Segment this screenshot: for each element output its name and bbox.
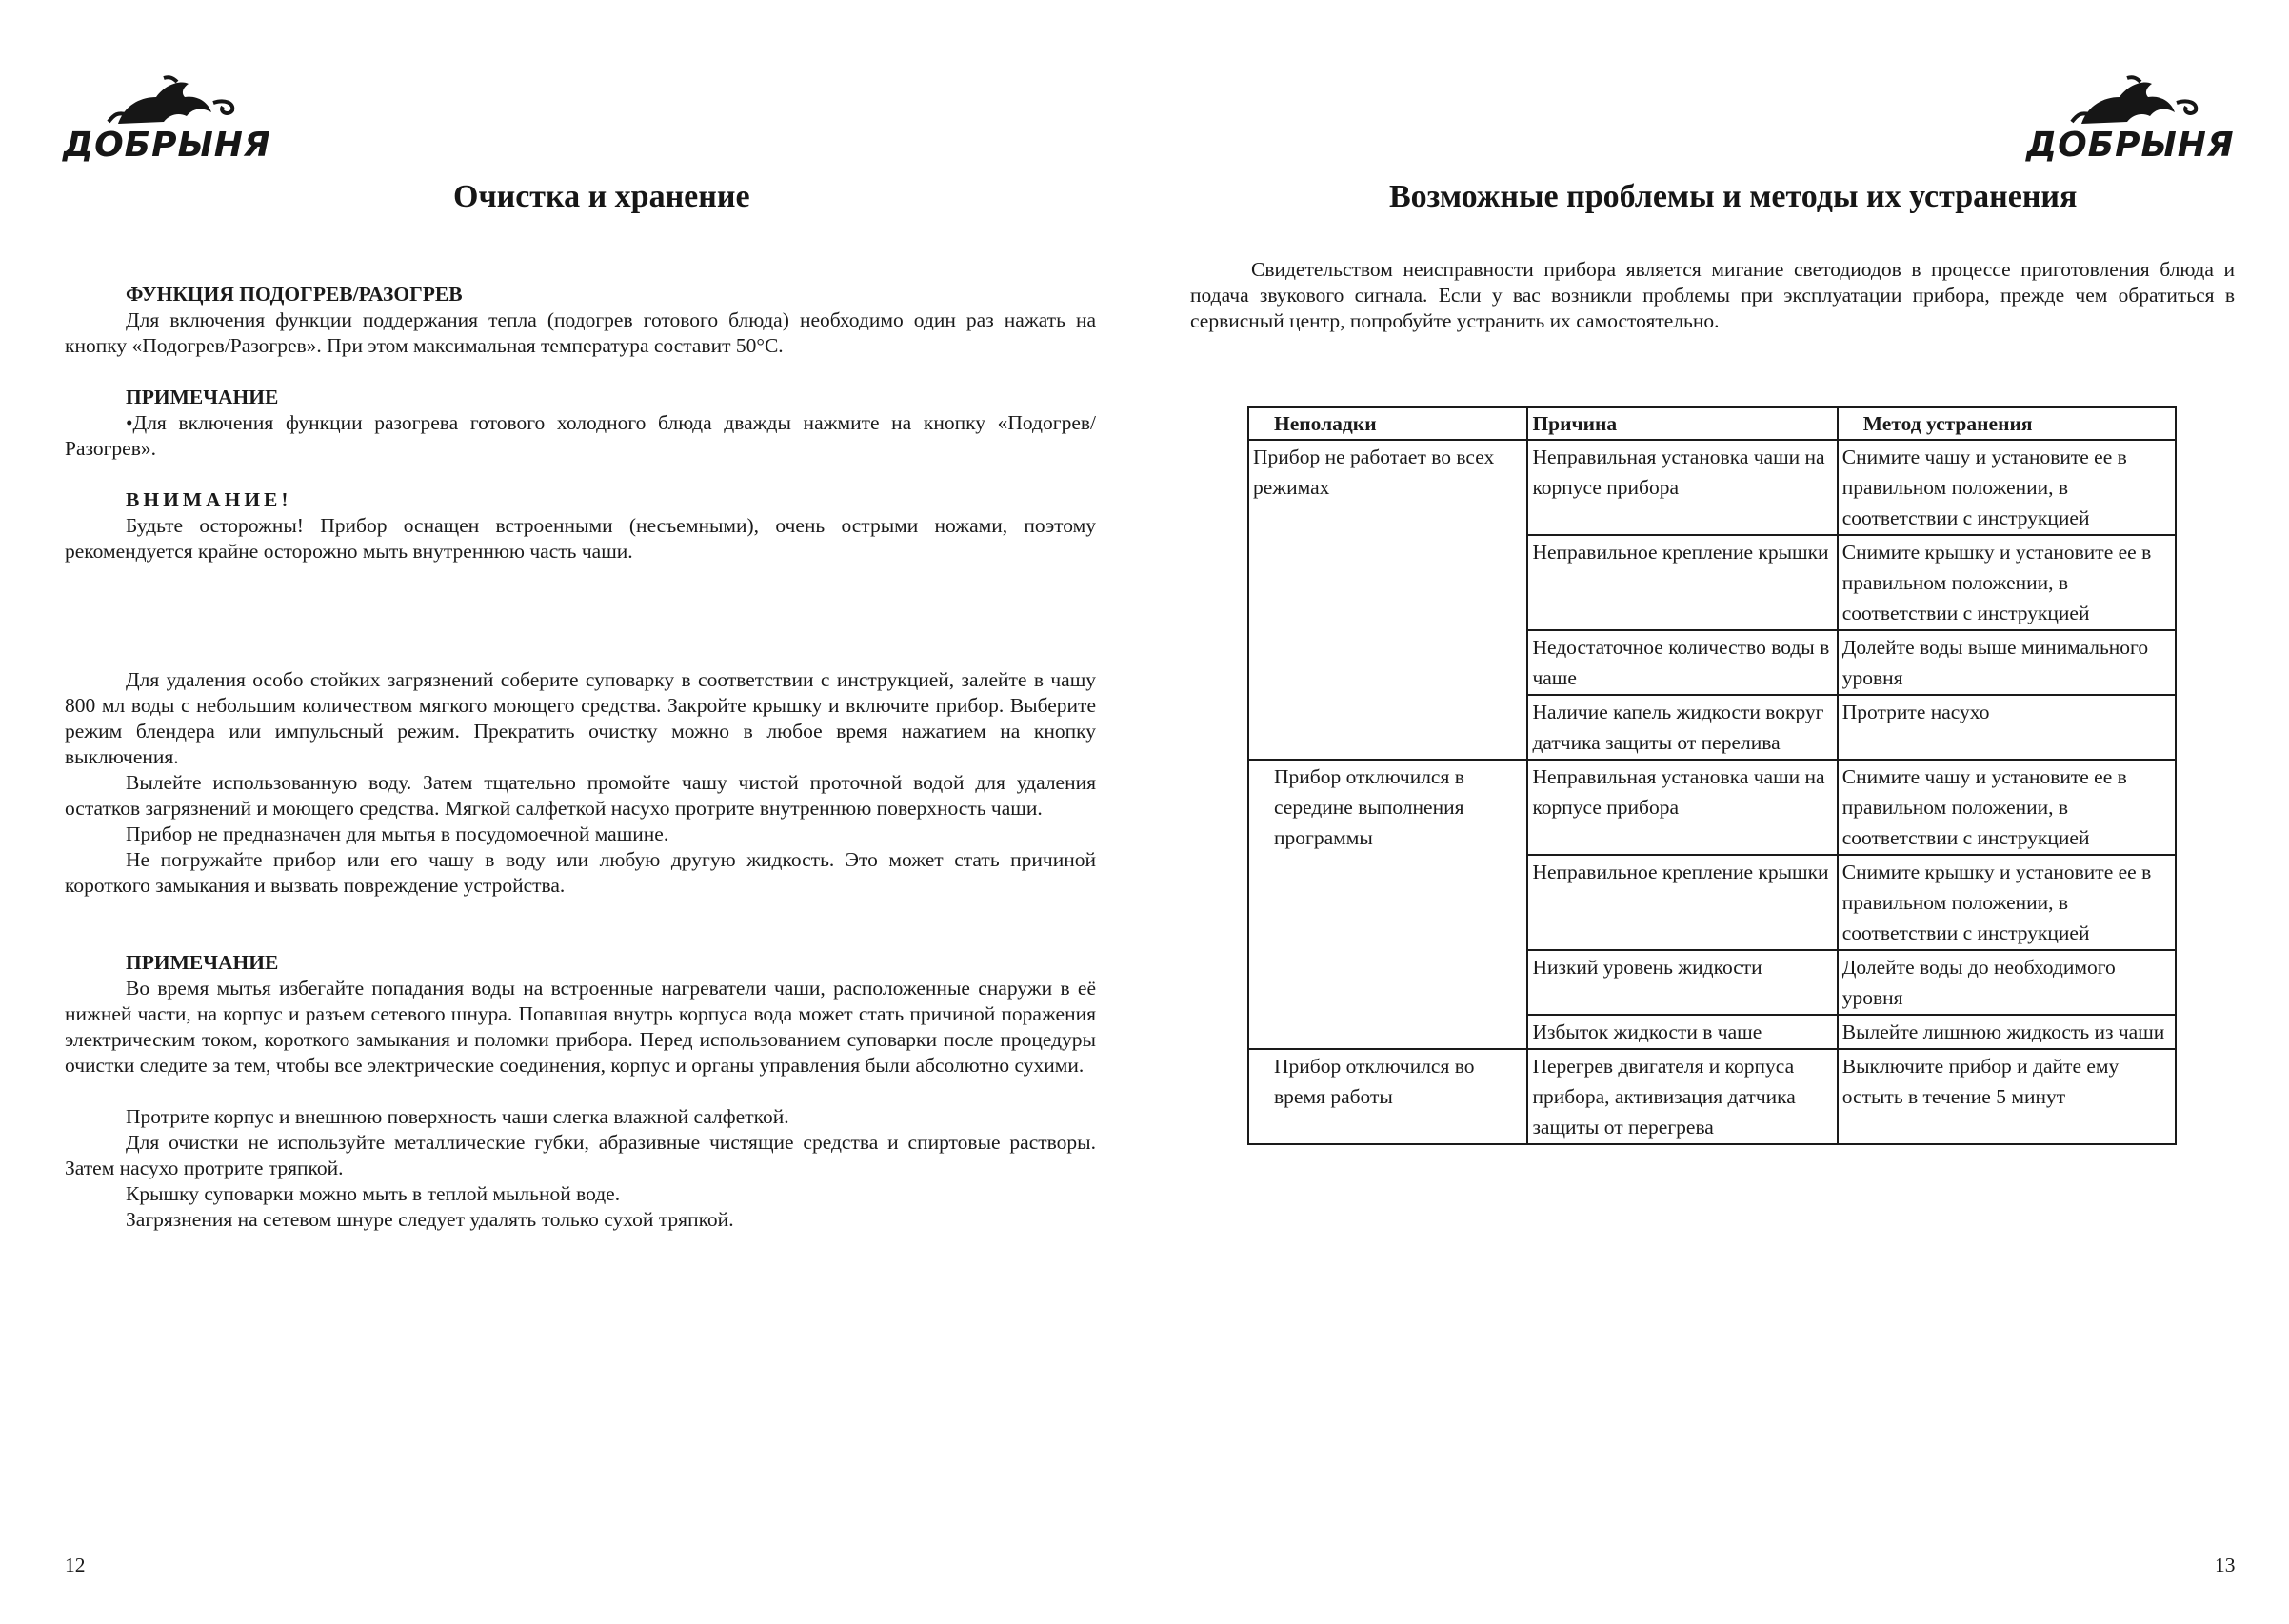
paragraph: Для очистки не используйте металлические губки, абразивные чистящие средства и спиртовые растворы. Затем насухо протрите тряпкой. (65, 1131, 1096, 1179)
fix-cell: Снимите чашу и установите ее в правильном положении, в соответствии с инструкцией (1838, 760, 2176, 855)
fix-cell: Снимите крышку и установите ее в правильном положении, в соответствии с инструкцией (1838, 855, 2176, 950)
right-page (1144, 0, 2289, 1624)
paragraph: Для удаления особо стойких загрязнений соберите суповарку в соответствии с инструкцией, залейте в чашу 800 мл воды с небольшим количеством мягкого моющего средства. Закройте крышку и включите прибор. Выберите режим блендера или импульсный режим. Прекратить очистку можно в любое время нажатием на кнопку выключения. (65, 668, 1096, 768)
cause-cell: Недостаточное количество воды в чаше (1527, 630, 1837, 695)
cause-cell: Неправильная установка чаши на корпусе прибора (1527, 440, 1837, 535)
fault-cell: Прибор не работает во всех режимах (1248, 440, 1527, 760)
paragraph: Загрязнения на сетевом шнуре следует удалять только сухой тряпкой. (126, 1208, 734, 1231)
table-row (1248, 760, 2176, 855)
paragraph: •Для включения функции разогрева готового холодного блюда дважды нажмите на кнопку «Подогрев/Разогрев». (65, 411, 1096, 460)
paragraph: Вылейте использованную воду. Затем тщательно промойте чашу чистой проточной водой для удаления остатков загрязнений и моющего средства. Мягкой салфеткой насухо протрите внутреннюю поверхность чаши. (65, 771, 1096, 820)
cause-cell: Неправильное крепление крышки (1527, 855, 1837, 950)
section-heading-heating: ФУНКЦИЯ ПОДОГРЕВ/РАЗОГРЕВ (126, 283, 463, 306)
fix-cell: Снимите крышку и установите ее в правильном положении, в соответствии с инструкцией (1838, 535, 2176, 630)
fix-cell: Снимите чашу и установите ее в правильном положении, в соответствии с инструкцией (1838, 440, 2176, 535)
fix-cell: Долейте воды выше минимального уровня (1838, 630, 2176, 695)
troubleshooting-table (1247, 406, 2177, 1145)
paragraph: Не погружайте прибор или его чашу в воду или любую другую жидкость. Это может стать причиной короткого замыкания и вызвать повреждение устройства. (65, 848, 1096, 897)
brand-logo (63, 74, 271, 169)
page-number: 13 (2215, 1554, 2236, 1576)
cause-cell: Неправильная установка чаши на корпусе прибора (1527, 760, 1837, 855)
column-header-fix: Метод устранения (1838, 407, 2176, 440)
paragraph: Крышку суповарки можно мыть в теплой мыльной воде. (126, 1182, 621, 1205)
brand-wordmark: ДОБРЫНЯ (63, 126, 271, 165)
paragraph: Будьте осторожны! Прибор оснащен встроенными (несъемными), очень острыми ножами, поэтому рекомендуется крайне осторожно мыть внутреннюю часть чаши. (65, 514, 1096, 563)
brand-logo (2026, 74, 2235, 169)
table-row (1248, 440, 2176, 535)
paragraph: Во время мытья избегайте попадания воды на встроенные нагреватели чаши, расположенные снаружи в её нижней части, на корпус и разъем сетевого шнура. Попавшая внутрь корпуса вода может стать причиной поражения электрическим током, короткого замыкания и поломки прибора. Перед использованием суповарки после процедуры очистки следите за тем, чтобы все электрические соединения, корпус и органы управления были абсолютно сухими. (65, 977, 1096, 1077)
fix-cell: Протрите насухо (1838, 695, 2176, 760)
fix-cell: Вылейте лишнюю жидкость из чаши (1838, 1015, 2176, 1049)
table-header-row (1248, 407, 2176, 440)
column-header-fault: Неполадки (1248, 407, 1527, 440)
section-heading-note: ПРИМЕЧАНИЕ (126, 386, 279, 408)
column-header-cause: Причина (1527, 407, 1837, 440)
left-page (0, 0, 1144, 1624)
section-heading-note-2: ПРИМЕЧАНИЕ (126, 951, 279, 974)
page-title: Очистка и хранение (453, 179, 750, 214)
section-heading-warning: ВНИМАНИЕ! (126, 488, 292, 511)
fault-cell: Прибор отключился во время работы (1248, 1049, 1527, 1144)
cause-cell: Низкий уровень жидкости (1527, 950, 1837, 1015)
table-row (1248, 1049, 2176, 1144)
cause-cell: Неправильное крепление крышки (1527, 535, 1837, 630)
horse-rider-icon (2053, 74, 2215, 131)
cause-cell: Наличие капель жидкости вокруг датчика защиты от перелива (1527, 695, 1837, 760)
horse-rider-icon (90, 74, 251, 131)
brand-wordmark: ДОБРЫНЯ (2026, 126, 2235, 165)
intro-paragraph: Свидетельством неисправности прибора является мигание светодиодов в процессе приготовления блюда и подача звукового сигнала. Если у вас возникли проблемы при эксплуатации прибора, прежде чем обратиться в сервисный центр, попробуйте устранить их самостоятельно. (1190, 258, 2235, 332)
fault-cell: Прибор отключился в середине выполнения программы (1248, 760, 1527, 1049)
paragraph: Протрите корпус и внешнюю поверхность чаши слегка влажной салфеткой. (126, 1105, 789, 1128)
page-number: 12 (65, 1554, 86, 1576)
page-title: Возможные проблемы и методы их устранения (1389, 179, 2078, 214)
fix-cell: Долейте воды до необходимого уровня (1838, 950, 2176, 1015)
paragraph: Для включения функции поддержания тепла (подогрев готового блюда) необходимо один раз нажать на кнопку «Подогрев/Разогрев». При этом максимальная температура составит 50°С. (65, 308, 1096, 357)
cause-cell: Перегрев двигателя и корпуса прибора, активизация датчика защиты от перегрева (1527, 1049, 1837, 1144)
cause-cell: Избыток жидкости в чаше (1527, 1015, 1837, 1049)
cleaning-text (65, 282, 1096, 1233)
fix-cell: Выключите прибор и дайте ему остыть в течение 5 минут (1838, 1049, 2176, 1144)
paragraph: Прибор не предназначен для мытья в посудомоечной машине. (126, 822, 669, 845)
